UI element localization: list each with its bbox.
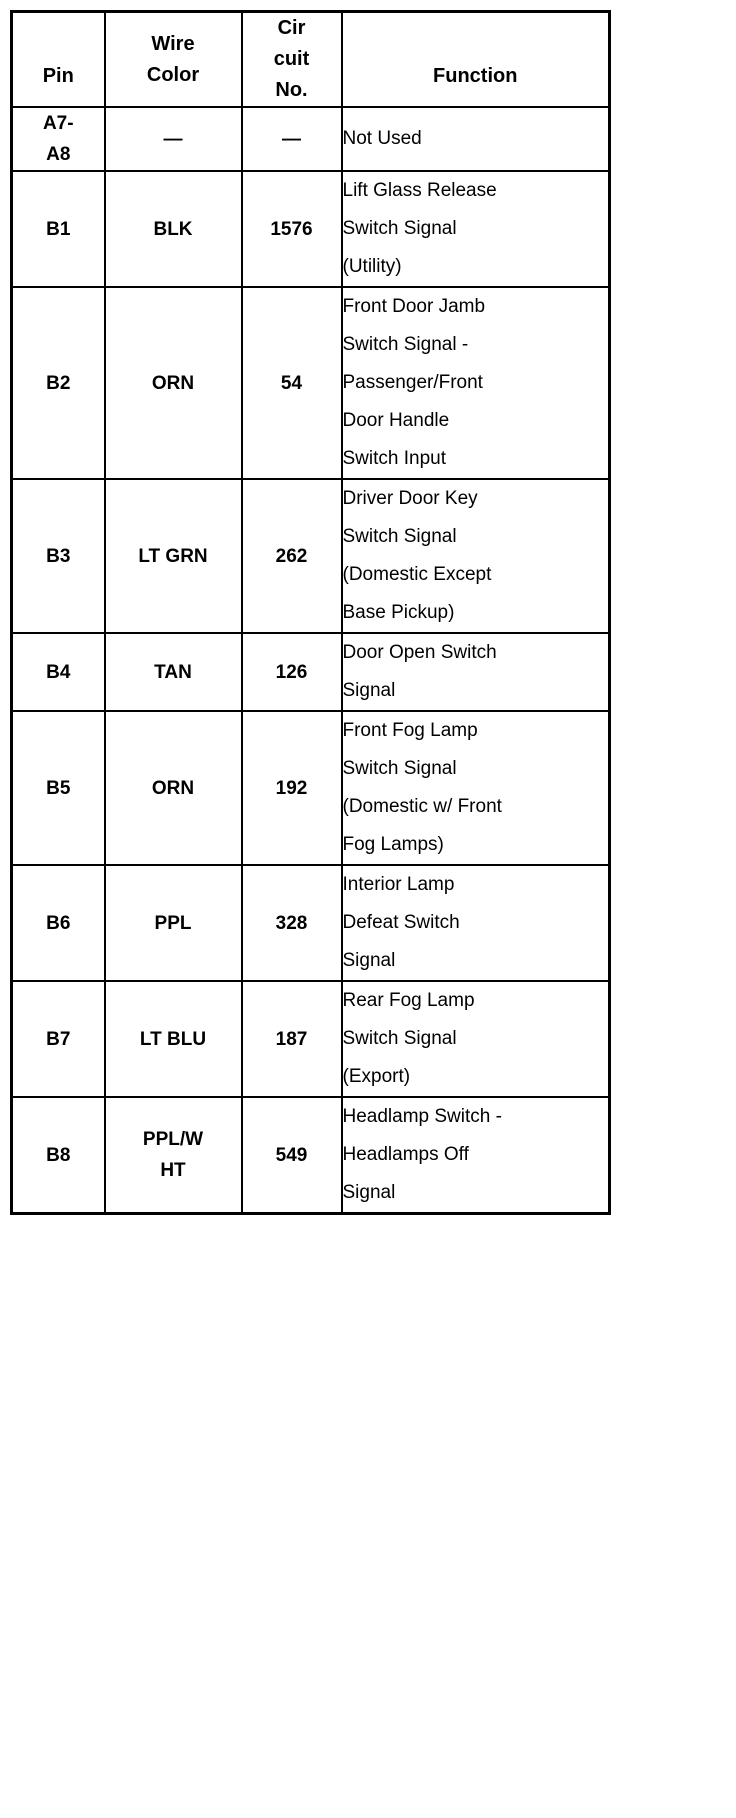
cell-pin (12, 981, 105, 1097)
table-row (12, 287, 610, 479)
table-row (12, 479, 610, 633)
cell-wire-color: PPL (105, 865, 242, 981)
table-row (12, 711, 610, 865)
table-row (12, 1097, 610, 1214)
cell-function-line: Base Pickup) (342, 602, 455, 623)
table-row (12, 981, 610, 1097)
cell-pin (12, 287, 105, 479)
cell-function-line: (Utility) (342, 256, 402, 277)
cell-pin (12, 1097, 105, 1214)
cell-function-line: Switch Signal (342, 218, 457, 239)
cell-function-line: Door Handle (342, 410, 450, 431)
cell-function-line: Interior Lamp (342, 874, 455, 895)
column-header-circuit-no (242, 12, 342, 108)
cell-wire-color: LT BLU (105, 981, 242, 1097)
cell-function-line: Passenger/Front (342, 372, 483, 393)
cell-function-line: Switch Signal (342, 1028, 457, 1049)
cell-function (342, 981, 610, 1097)
cell-function-line: Not Used (342, 128, 422, 149)
cell-function-line: Driver Door Key (342, 488, 478, 509)
cell-pin-line: B7 (46, 1028, 71, 1050)
cell-function-line: (Export) (342, 1066, 411, 1087)
cell-function-line: Signal (342, 1182, 396, 1203)
table-row (12, 633, 610, 711)
cell-pin (12, 633, 105, 711)
table-body (12, 107, 610, 1214)
table-header (12, 12, 610, 108)
cell-function (342, 107, 610, 171)
cell-circuit-no: 549 (242, 1097, 342, 1214)
cell-function-line: Switch Signal - (342, 334, 469, 355)
cell-wire-color: — (105, 107, 242, 171)
cell-pin (12, 107, 105, 171)
column-header-wire-color (105, 12, 242, 108)
cell-function-line: Switch Input (342, 448, 446, 469)
cell-circuit-no: 187 (242, 981, 342, 1097)
cell-function (342, 479, 610, 633)
cell-circuit-no: 126 (242, 633, 342, 711)
cell-circuit-no: 262 (242, 479, 342, 633)
column-header-function (342, 12, 610, 108)
cell-wire-color: BLK (105, 171, 242, 287)
cell-function-line: (Domestic Except (342, 564, 492, 585)
cell-wire-color: ORN (105, 287, 242, 479)
cell-function-line: Headlamps Off (342, 1144, 469, 1165)
cell-function (342, 287, 610, 479)
cell-function-line: Switch Signal (342, 526, 457, 547)
table-row (12, 865, 610, 981)
table-row (12, 171, 610, 287)
column-header-pin-line-1: Pin (42, 65, 74, 87)
cell-pin (12, 711, 105, 865)
cell-function-line: Switch Signal (342, 758, 457, 779)
cell-function-line: Front Door Jamb (342, 296, 486, 317)
cell-wire-line: HT (160, 1160, 186, 1181)
cell-function (342, 633, 610, 711)
cell-wire-color (105, 1097, 242, 1214)
table-row (12, 107, 610, 171)
cell-function-line: Door Open Switch (342, 642, 497, 663)
cell-pin-line: B6 (46, 912, 71, 934)
cell-function (342, 1097, 610, 1214)
column-header-wire-line-1: Wire (151, 32, 195, 55)
cell-function-line: Lift Glass Release (342, 180, 497, 201)
cell-circuit-no: 1576 (242, 171, 342, 287)
cell-circuit-no: 192 (242, 711, 342, 865)
cell-wire-line: PPL/W (142, 1129, 204, 1150)
header-row (12, 12, 610, 108)
cell-pin (12, 479, 105, 633)
column-header-wire-line-2: Color (146, 63, 200, 86)
cell-pin-line: B5 (46, 777, 71, 799)
cell-function-line: (Domestic w/ Front (342, 796, 502, 817)
cell-function-line: Signal (342, 950, 396, 971)
cell-pin (12, 865, 105, 981)
cell-function (342, 711, 610, 865)
cell-function-line: Fog Lamps) (342, 834, 444, 855)
cell-function-line: Rear Fog Lamp (342, 990, 475, 1011)
document-page (10, 10, 608, 1215)
cell-function-line: Defeat Switch (342, 912, 460, 933)
cell-function-line: Headlamp Switch - (342, 1106, 502, 1127)
cell-circuit-no: 54 (242, 287, 342, 479)
cell-circuit-no: — (242, 107, 342, 171)
column-header-cir-line-2: cuit (273, 48, 310, 70)
cell-pin-line: B4 (46, 661, 71, 683)
cell-function (342, 865, 610, 981)
cell-function-line: Signal (342, 680, 396, 701)
column-header-pin (12, 12, 105, 108)
cell-pin-line: B3 (46, 545, 71, 567)
pinout-table (10, 10, 611, 1215)
cell-function-line: Front Fog Lamp (342, 720, 478, 741)
cell-pin-line: A7- (42, 113, 74, 134)
cell-wire-color: LT GRN (105, 479, 242, 633)
cell-pin-line: B8 (46, 1144, 71, 1166)
column-header-func-line-1: Function (433, 65, 518, 87)
cell-wire-color: TAN (105, 633, 242, 711)
cell-wire-color: ORN (105, 711, 242, 865)
column-header-cir-line-1: Cir (277, 17, 306, 39)
cell-circuit-no: 328 (242, 865, 342, 981)
cell-pin-line: A8 (46, 144, 71, 165)
cell-pin-line: B2 (46, 372, 71, 394)
cell-pin-line: B1 (46, 218, 71, 240)
column-header-cir-line-3: No. (275, 79, 308, 101)
cell-function (342, 171, 610, 287)
cell-pin (12, 171, 105, 287)
